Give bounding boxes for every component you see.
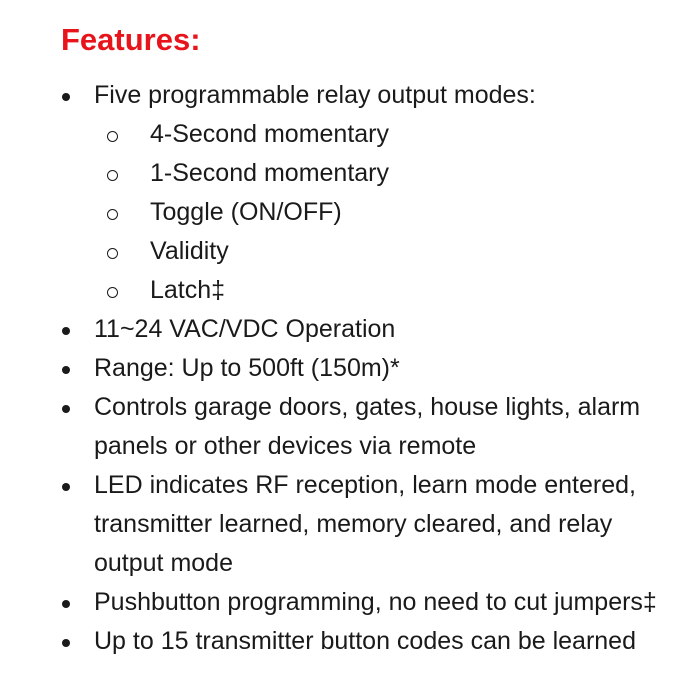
list-item-text: Up to 15 transmitter button codes can be learned bbox=[94, 627, 636, 655]
list-item-range bbox=[0, 349, 700, 388]
sublist-item-text: Validity bbox=[150, 237, 229, 265]
sublist-item-text: 4-Second momentary bbox=[150, 120, 390, 148]
hollow-bullet-icon bbox=[107, 232, 119, 271]
sublist-item bbox=[94, 115, 660, 154]
hollow-bullet-icon bbox=[107, 193, 119, 232]
list-item-text: Five programmable relay output modes: bbox=[94, 81, 536, 109]
sublist-item-text: Toggle (ON/OFF) bbox=[150, 198, 342, 226]
sublist-item bbox=[94, 271, 660, 310]
list-item-text: Range: Up to 500ft (150m)* bbox=[94, 354, 400, 382]
list-item-text: LED indicates RF reception, learn mode entered, transmitter learned, memory cleared, and relay output mode bbox=[94, 471, 636, 577]
sublist-item-text: Latch‡ bbox=[150, 276, 226, 304]
list-item-led-indicator bbox=[0, 466, 700, 583]
hollow-bullet-icon bbox=[107, 115, 119, 154]
sublist-item bbox=[94, 154, 660, 193]
relay-modes-sublist bbox=[94, 115, 660, 310]
list-item-text: Controls garage doors, gates, house lights, alarm panels or other devices via remote bbox=[94, 393, 641, 460]
features-list bbox=[0, 76, 700, 661]
list-item-controls bbox=[0, 388, 700, 466]
hollow-bullet-icon bbox=[107, 271, 119, 310]
hollow-bullet-icon bbox=[107, 154, 119, 193]
list-item-text: Pushbutton programming, no need to cut jumpers‡ bbox=[94, 588, 657, 616]
list-item-button-codes bbox=[0, 622, 700, 661]
sublist-item bbox=[94, 193, 660, 232]
list-item-operation-voltage bbox=[0, 310, 700, 349]
features-heading: Features: bbox=[61, 22, 201, 57]
sublist-item bbox=[94, 232, 660, 271]
list-item-relay-modes bbox=[0, 76, 700, 310]
list-item-pushbutton-programming bbox=[0, 583, 700, 622]
sublist-item-text: 1-Second momentary bbox=[150, 159, 390, 187]
list-item-text: 11~24 VAC/VDC Operation bbox=[94, 315, 396, 343]
